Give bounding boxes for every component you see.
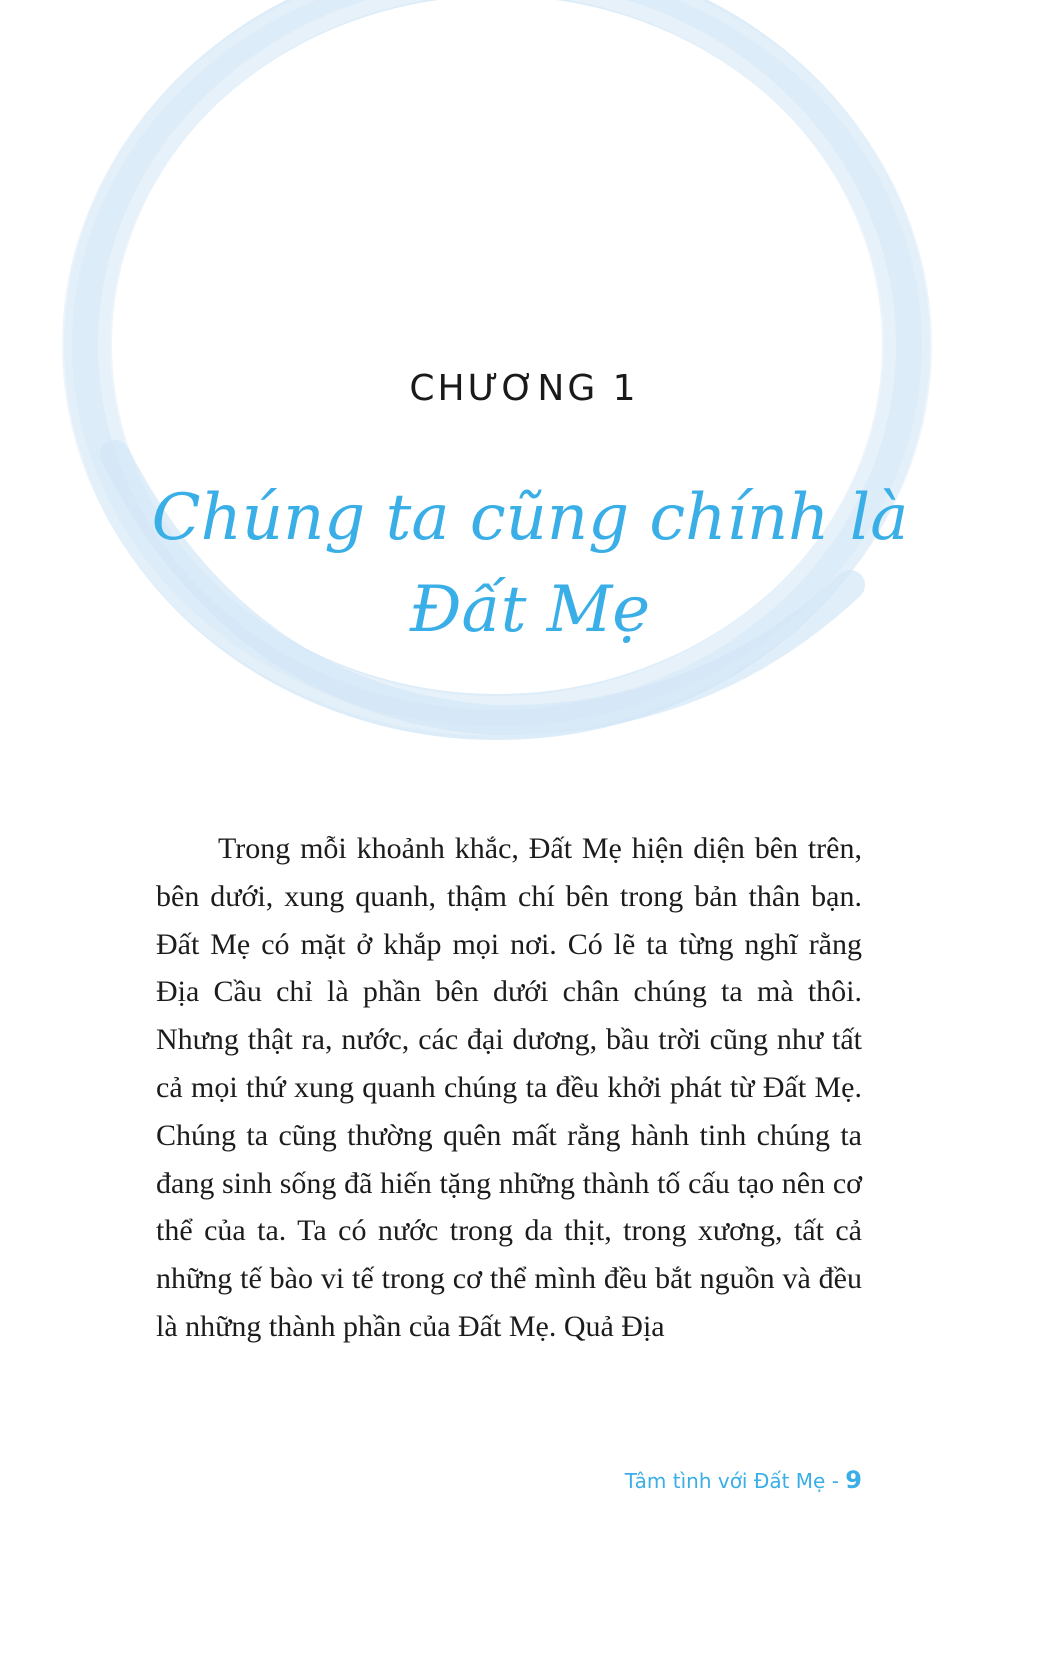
chapter-title-line-1: Chúng ta cũng chính là [151, 481, 909, 555]
body-paragraph: Trong mỗi khoảnh khắc, Đất Mẹ hiện diện bên trên, bên dưới, xung quanh, thậm chí bên trong bản thân bạn. Đất Mẹ có mặt ở khắp mọi nơi. Có lẽ ta từng nghĩ rằng Địa Cầu chỉ là phần bên dưới chân chúng ta mà thôi. Nhưng thật ra, nước, các đại dương, bầu trời cũng như tất cả mọi thứ xung quanh chúng ta đều khởi phát từ Đất Mẹ. Chúng ta cũng thường quên mất rằng hành tinh chúng ta đang sinh sống đã hiến tặng những thành tố cấu tạo nên cơ thể của ta. Ta có nước trong da thịt, trong xương, tất cả những tế bào vi tế trong cơ thể mình đều bắt nguồn và đều là những thành phần của Đất Mẹ. Quả Địa [156, 832, 862, 1343]
page-number: 9 [845, 1466, 862, 1494]
chapter-title-line-2: Đất Mẹ [409, 573, 651, 647]
footer-book-title: Tâm tình với Đất Mẹ [624, 1469, 826, 1493]
page-footer [625, 1466, 862, 1494]
footer-separator: - [825, 1469, 846, 1493]
chapter-label: CHƯƠNG 1 [409, 368, 639, 409]
chapter-title [150, 472, 910, 656]
